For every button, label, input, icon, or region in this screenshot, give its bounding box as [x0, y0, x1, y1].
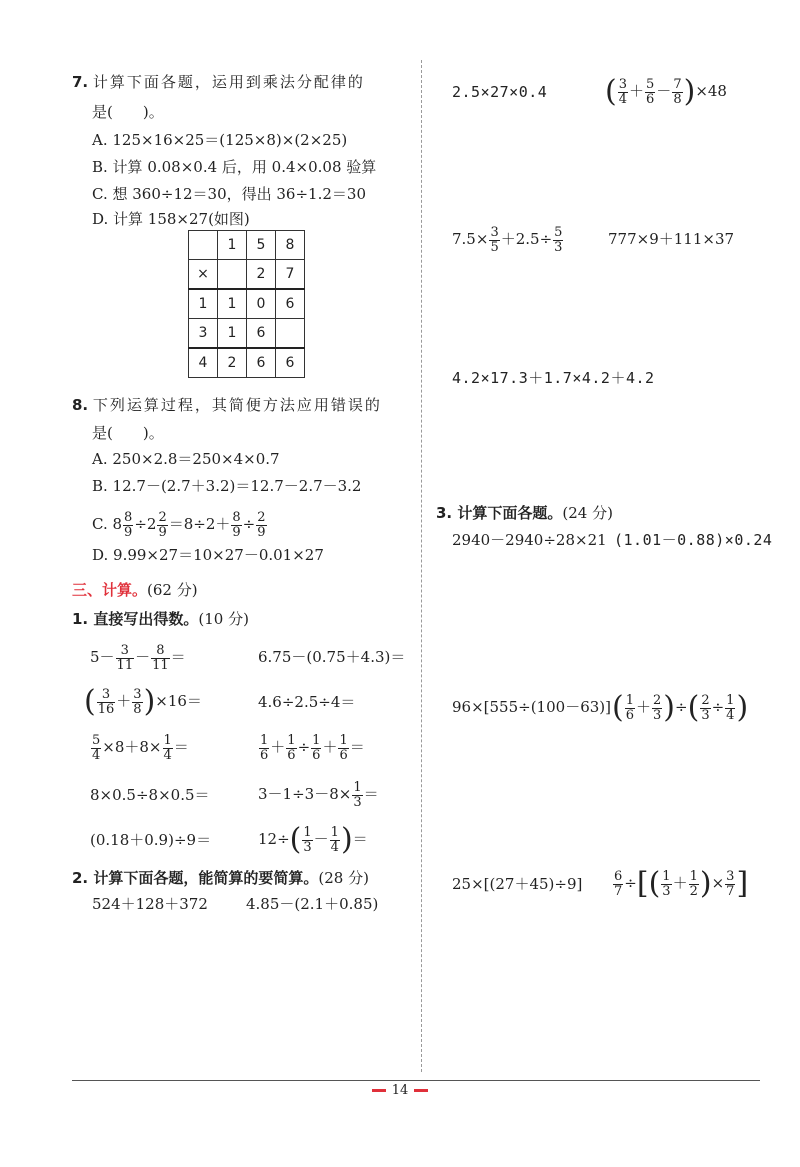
expr-text: ＝ [363, 785, 379, 803]
grid-cell [189, 231, 218, 260]
numerator: 1 [163, 732, 172, 748]
q8-option-a: A. 250×2.8＝250×4×0.7 [92, 450, 280, 468]
grid-cell: 2 [218, 348, 247, 378]
numerator: 2 [257, 509, 266, 525]
grid-cell: 1 [189, 289, 218, 319]
numerator: 3 [116, 644, 135, 659]
expr-text: ＝ [352, 830, 368, 848]
q7-option-a: A. 125×16×25＝(125×8)×(2×25) [92, 131, 348, 149]
section-3-heading [72, 580, 198, 600]
q7-option-c: C. 想 360÷12＝30，得出 36÷1.2＝30 [92, 185, 366, 203]
fraction [613, 870, 623, 899]
calc-r2a [452, 222, 564, 256]
grid-cell: 1 [218, 289, 247, 319]
numerator: 1 [353, 779, 362, 795]
calc-2a: 524＋128＋372 [92, 895, 208, 913]
paren-open: ( [84, 684, 96, 719]
fraction [672, 78, 682, 107]
grid-cell: 1 [218, 231, 247, 260]
numerator: 8 [151, 644, 170, 659]
numerator: 1 [312, 732, 321, 748]
section-title: 三、计算。 [72, 581, 148, 599]
expr-text: ＝ [349, 738, 365, 756]
fraction [259, 734, 269, 763]
grid-cell: 8 [276, 231, 305, 260]
q8c-operator: ÷2 [134, 515, 157, 533]
numerator: 3 [490, 224, 499, 240]
grid-cell: 6 [276, 289, 305, 319]
denominator: 7 [726, 883, 735, 899]
grid-row [189, 231, 305, 260]
fraction [132, 688, 142, 717]
numerator: 8 [232, 509, 241, 525]
fraction [256, 511, 266, 540]
calc-2b: 4.85－(2.1＋0.85) [246, 895, 379, 913]
denominator: 3 [554, 239, 563, 255]
grid-cell: 6 [276, 348, 305, 378]
expr-text: ÷ [711, 698, 725, 716]
paren-close: ) [143, 684, 156, 719]
part-2-heading [72, 868, 369, 888]
expr-text: ＝ [170, 648, 186, 666]
dash-ornament-right [414, 1089, 428, 1092]
fraction [352, 781, 362, 810]
denominator: 11 [116, 657, 134, 673]
numerator: 6 [614, 868, 623, 884]
expr-text: ＋ [270, 738, 286, 756]
numerator: 1 [726, 692, 735, 708]
numerator: 7 [673, 76, 682, 92]
calc-3c: 96×[555÷(100－63)] [452, 698, 611, 716]
fraction [302, 826, 312, 855]
mental-math-3b [258, 730, 365, 764]
denominator: 6 [625, 707, 634, 723]
part-score: (24 分) [562, 504, 613, 522]
paren-close: ) [340, 822, 353, 857]
denominator: 6 [312, 747, 321, 763]
fraction [311, 734, 321, 763]
calc-3e: 25×[(27＋45)÷9] [452, 875, 583, 893]
expr-text: － [135, 648, 151, 666]
denominator: 8 [673, 91, 682, 107]
denominator: 6 [646, 91, 655, 107]
denominator: 9 [232, 524, 241, 540]
denominator: 4 [163, 747, 172, 763]
part-title: 3. 计算下面各题。 [436, 504, 563, 522]
page-number [0, 1083, 800, 1098]
part-title: 2. 计算下面各题，能简算的要简算。 [72, 869, 319, 887]
numerator: 1 [330, 824, 339, 840]
q8-option-c [92, 507, 268, 541]
denominator: 7 [614, 883, 623, 899]
numerator: 8 [124, 509, 133, 525]
fraction [625, 694, 635, 723]
numerator: 1 [662, 868, 671, 884]
mental-math-1b: 6.75－(0.75＋4.3)＝ [258, 648, 406, 666]
grid-row [189, 289, 305, 319]
expr-text: ÷ [297, 738, 311, 756]
grid-row [189, 319, 305, 349]
numerator: 5 [92, 732, 101, 748]
denominator: 3 [662, 883, 671, 899]
grid-cell: 4 [189, 348, 218, 378]
paren-close: ) [663, 690, 676, 725]
grid-cell: 1 [218, 319, 247, 349]
part-1-heading [72, 609, 249, 629]
q7-line1 [72, 72, 365, 92]
paren-close: ) [736, 690, 749, 725]
denominator: 4 [330, 839, 339, 855]
paren-close: ) [683, 74, 696, 109]
footer-rule [72, 1080, 760, 1081]
grid-cell: × [189, 260, 218, 290]
denominator: 6 [339, 747, 348, 763]
numerator: 1 [339, 732, 348, 748]
section-score: (62 分) [147, 581, 198, 599]
fraction [286, 734, 296, 763]
expr-text: ×8＋8× [102, 738, 162, 756]
fraction [553, 226, 563, 255]
page-number-text: 14 [391, 1083, 409, 1098]
grid-cell: 0 [247, 289, 276, 319]
q8-text: 下列运算过程，其简便方法应用错误的 [92, 396, 382, 414]
numerator: 1 [303, 824, 312, 840]
expr-text: 5－ [90, 648, 115, 666]
q8c-prefix: C. 8 [92, 515, 123, 533]
paren-open: ( [605, 74, 617, 109]
q7-line2: 是( )。 [92, 103, 164, 121]
mental-math-4b [258, 777, 379, 811]
expr-text: ＋ [672, 874, 688, 892]
expr-text: ＋ [116, 692, 132, 710]
denominator: 3 [701, 707, 710, 723]
denominator: 9 [158, 524, 167, 540]
grid-cell: 7 [276, 260, 305, 290]
part-title: 1. 直接写出得数。 [72, 610, 199, 628]
expr-text: 3－1÷3－8× [258, 785, 352, 803]
expr-text: － [656, 82, 672, 100]
numerator: 1 [689, 868, 698, 884]
expr-text: ÷ [675, 698, 688, 716]
grid-cell: 5 [247, 231, 276, 260]
paren-open: ( [648, 866, 661, 901]
expr-text: ＋ [629, 82, 645, 100]
numerator: 3 [97, 688, 116, 703]
denominator: 6 [287, 747, 296, 763]
expr-text: ＋2.5÷ [500, 230, 553, 248]
calc-3b: (1.01－0.88)×0.24 [614, 531, 773, 549]
denominator: 8 [133, 701, 142, 717]
fraction [489, 226, 499, 255]
part-score: (10 分) [198, 610, 249, 628]
fraction [116, 644, 135, 673]
expr-text: ＋ [322, 738, 338, 756]
expr-text: 7.5× [452, 230, 489, 248]
denominator: 9 [124, 524, 133, 540]
fraction [725, 870, 735, 899]
calc-r2b: 777×9＋111×37 [608, 230, 735, 248]
numerator: 2 [158, 509, 167, 525]
q8-option-b: B. 12.7－(2.7＋3.2)＝12.7－2.7－3.2 [92, 477, 362, 495]
mental-math-4a: 8×0.5÷8×0.5＝ [90, 786, 210, 804]
fraction [618, 78, 628, 107]
q8-option-d: D. 9.99×27＝10×27－0.01×27 [92, 546, 324, 564]
fraction [123, 511, 133, 540]
q8-line2: 是( )。 [92, 424, 164, 442]
denominator: 2 [689, 883, 698, 899]
fraction [330, 826, 340, 855]
fraction [661, 870, 671, 899]
mental-math-3a [90, 730, 189, 764]
calc-3a: 2940－2940÷28×21 [452, 531, 607, 549]
denominator: 11 [152, 657, 169, 673]
mental-math-2b: 4.6÷2.5÷4＝ [258, 693, 356, 711]
grid-cell: 6 [247, 319, 276, 349]
fraction [163, 734, 173, 763]
denominator: 5 [490, 239, 499, 255]
q8c-operator: ÷ [242, 515, 256, 533]
paren-open: ( [289, 822, 302, 857]
expr-text: － [313, 830, 329, 848]
numerator: 1 [287, 732, 296, 748]
fraction [91, 734, 101, 763]
expr-text: ＋ [636, 698, 652, 716]
fraction [725, 694, 735, 723]
mental-math-5b [258, 822, 368, 856]
numerator: 2 [653, 692, 662, 708]
grid-cell: 6 [247, 348, 276, 378]
q8c-operator: ＝8÷2＋ [168, 515, 231, 533]
grid-cell: 2 [247, 260, 276, 290]
q7-option-d: D. 计算 158×27(如图) [92, 210, 250, 228]
expr-text: ×16＝ [155, 692, 202, 710]
numerator: 3 [726, 868, 735, 884]
fraction [151, 644, 170, 673]
numerator: 3 [133, 686, 142, 702]
denominator: 4 [618, 91, 627, 107]
bracket-open: [ [636, 866, 649, 901]
calc-r1a: 2.5×27×0.4 [452, 83, 548, 101]
grid-cell [276, 319, 305, 349]
fraction [645, 78, 655, 107]
q7-text: 计算下面各题，运用到乘法分配律的 [92, 73, 365, 91]
denominator: 4 [92, 747, 101, 763]
fraction [231, 511, 241, 540]
grid-row [189, 260, 305, 290]
grid-cell [218, 260, 247, 290]
grid-cell: 3 [189, 319, 218, 349]
expr-text: ×48 [695, 82, 727, 100]
multiplication-grid [188, 230, 305, 378]
expr-text: ＝ [173, 738, 189, 756]
paren-close: ) [699, 866, 712, 901]
numerator: 3 [618, 76, 627, 92]
denominator: 3 [653, 707, 662, 723]
denominator: 16 [97, 701, 115, 717]
denominator: 6 [260, 747, 269, 763]
mental-math-2a [84, 684, 202, 718]
fraction [157, 511, 167, 540]
fraction [700, 694, 710, 723]
q7-number: 7. [72, 73, 89, 91]
paren-open: ( [687, 690, 700, 725]
fraction [652, 694, 662, 723]
expr-text: 12÷ [258, 830, 290, 848]
calc-3f [612, 866, 748, 900]
expr-text: × [711, 874, 725, 892]
numerator: 1 [625, 692, 634, 708]
column-divider [421, 60, 422, 1072]
fraction [689, 870, 699, 899]
numerator: 5 [646, 76, 655, 92]
grid-row [189, 348, 305, 378]
fraction [338, 734, 348, 763]
q7-option-b: B. 计算 0.08×0.4 后，用 0.4×0.08 验算 [92, 158, 377, 176]
mental-math-1a [90, 640, 186, 674]
calc-r3a: 4.2×17.3＋1.7×4.2＋4.2 [452, 369, 655, 387]
numerator: 2 [701, 692, 710, 708]
calc-r1b [605, 74, 727, 108]
bracket-close: ] [736, 866, 749, 901]
q8-number: 8. [72, 396, 89, 414]
paren-open: ( [612, 690, 624, 725]
numerator: 5 [554, 224, 563, 240]
denominator: 4 [726, 707, 735, 723]
fraction [97, 688, 116, 717]
numerator: 1 [260, 732, 269, 748]
denominator: 3 [303, 839, 312, 855]
dash-ornament-left [372, 1089, 386, 1092]
denominator: 3 [353, 794, 362, 810]
calc-3d [612, 690, 748, 724]
denominator: 9 [257, 524, 266, 540]
part-score: (28 分) [318, 869, 369, 887]
q8-line1 [72, 395, 382, 415]
mental-math-5a: (0.18＋0.9)÷9＝ [90, 831, 212, 849]
expr-text: ÷ [624, 874, 637, 892]
part-3-heading [436, 503, 613, 523]
